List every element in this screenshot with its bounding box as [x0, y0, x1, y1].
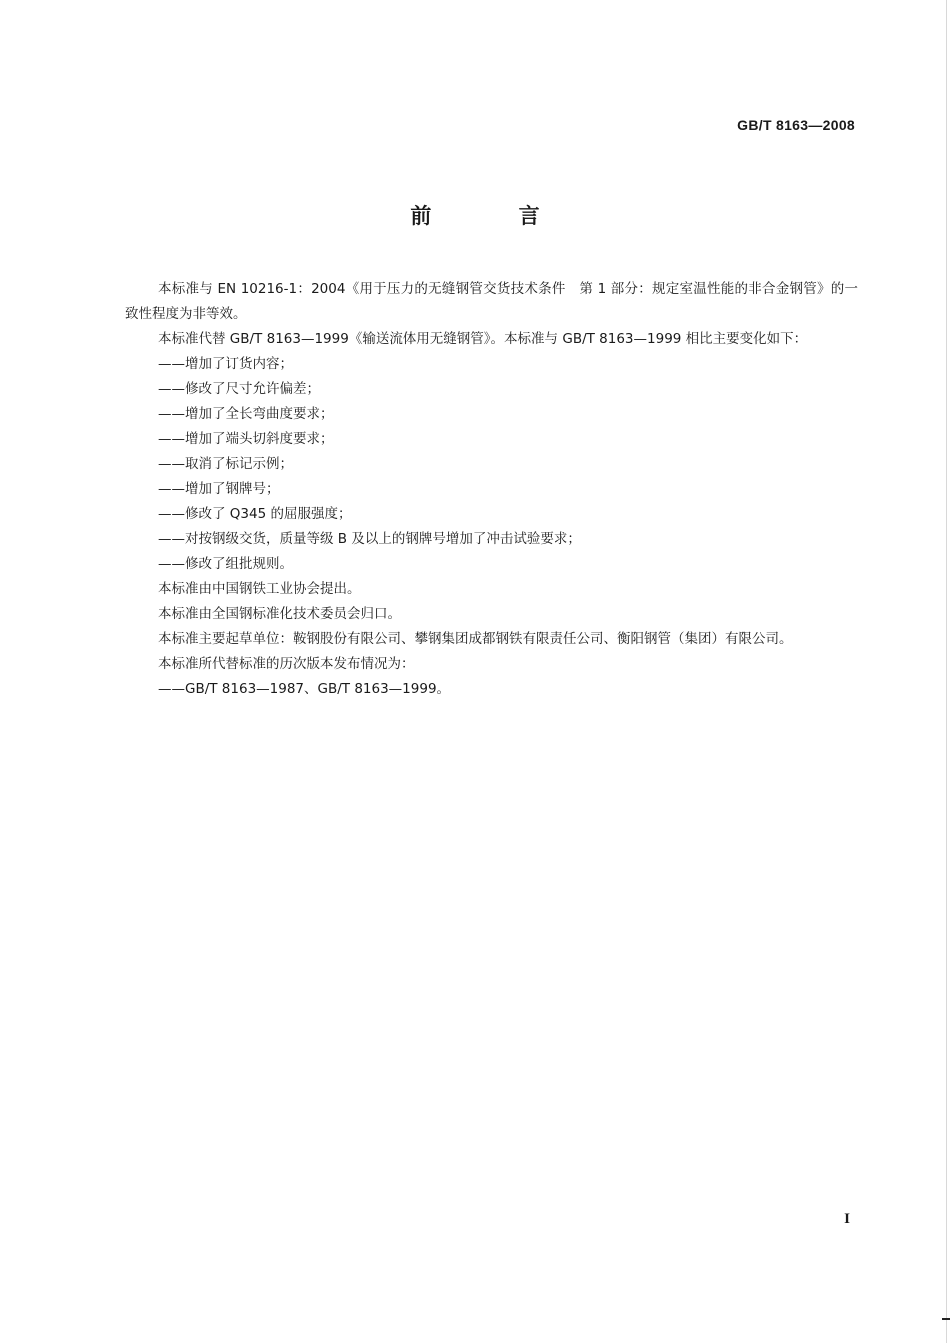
paragraph-drafters: 本标准主要起草单位：鞍钢股份有限公司、攀钢集团成都钢铁有限责任公司、衡阳钢管（集团）有限公司。	[158, 631, 793, 647]
page-title: 前 言	[410, 204, 580, 228]
paragraph-replacement: 本标准代替 GB/T 8163—1999《输送流体用无缝钢管》。本标准与 GB/T 8163—1999 相比主要变化如下：	[158, 331, 808, 347]
change-item: ——修改了 Q345 的屈服强度；	[158, 506, 352, 522]
change-item: ——增加了端头切斜度要求；	[158, 431, 334, 447]
history-item: ——GB/T 8163—1987、GB/T 8163—1999。	[158, 681, 451, 697]
paragraph-history-intro: 本标准所代替标准的历次版本发布情况为：	[158, 656, 415, 672]
change-item: ——增加了钢牌号；	[158, 481, 280, 497]
document-body	[125, 277, 858, 702]
scan-edge-line	[946, 0, 947, 1343]
paragraph-committee: 本标准由全国钢标准化技术委员会归口。	[158, 606, 401, 622]
page-number: I	[844, 1211, 850, 1227]
paragraph-proposer: 本标准由中国钢铁工业协会提出。	[158, 581, 361, 597]
standard-number: GB/T 8163—2008	[737, 117, 855, 133]
change-item: ——取消了标记示例；	[158, 456, 293, 472]
change-item: ——增加了订货内容；	[158, 356, 293, 372]
change-item: ——修改了组批规则。	[158, 556, 293, 572]
change-item: ——修改了尺寸允许偏差；	[158, 381, 320, 397]
scan-edge-mark	[942, 1318, 950, 1320]
change-item: ——增加了全长弯曲度要求；	[158, 406, 334, 422]
change-item: ——对按钢级交货，质量等级 B 及以上的钢牌号增加了冲击试验要求；	[158, 531, 581, 547]
paragraph-equivalence: 本标准与 EN 10216-1：2004《用于压力的无缝钢管交货技术条件 第 1 部分：规定室温性能的非合金钢管》的一致性程度为非等效。	[125, 281, 858, 322]
